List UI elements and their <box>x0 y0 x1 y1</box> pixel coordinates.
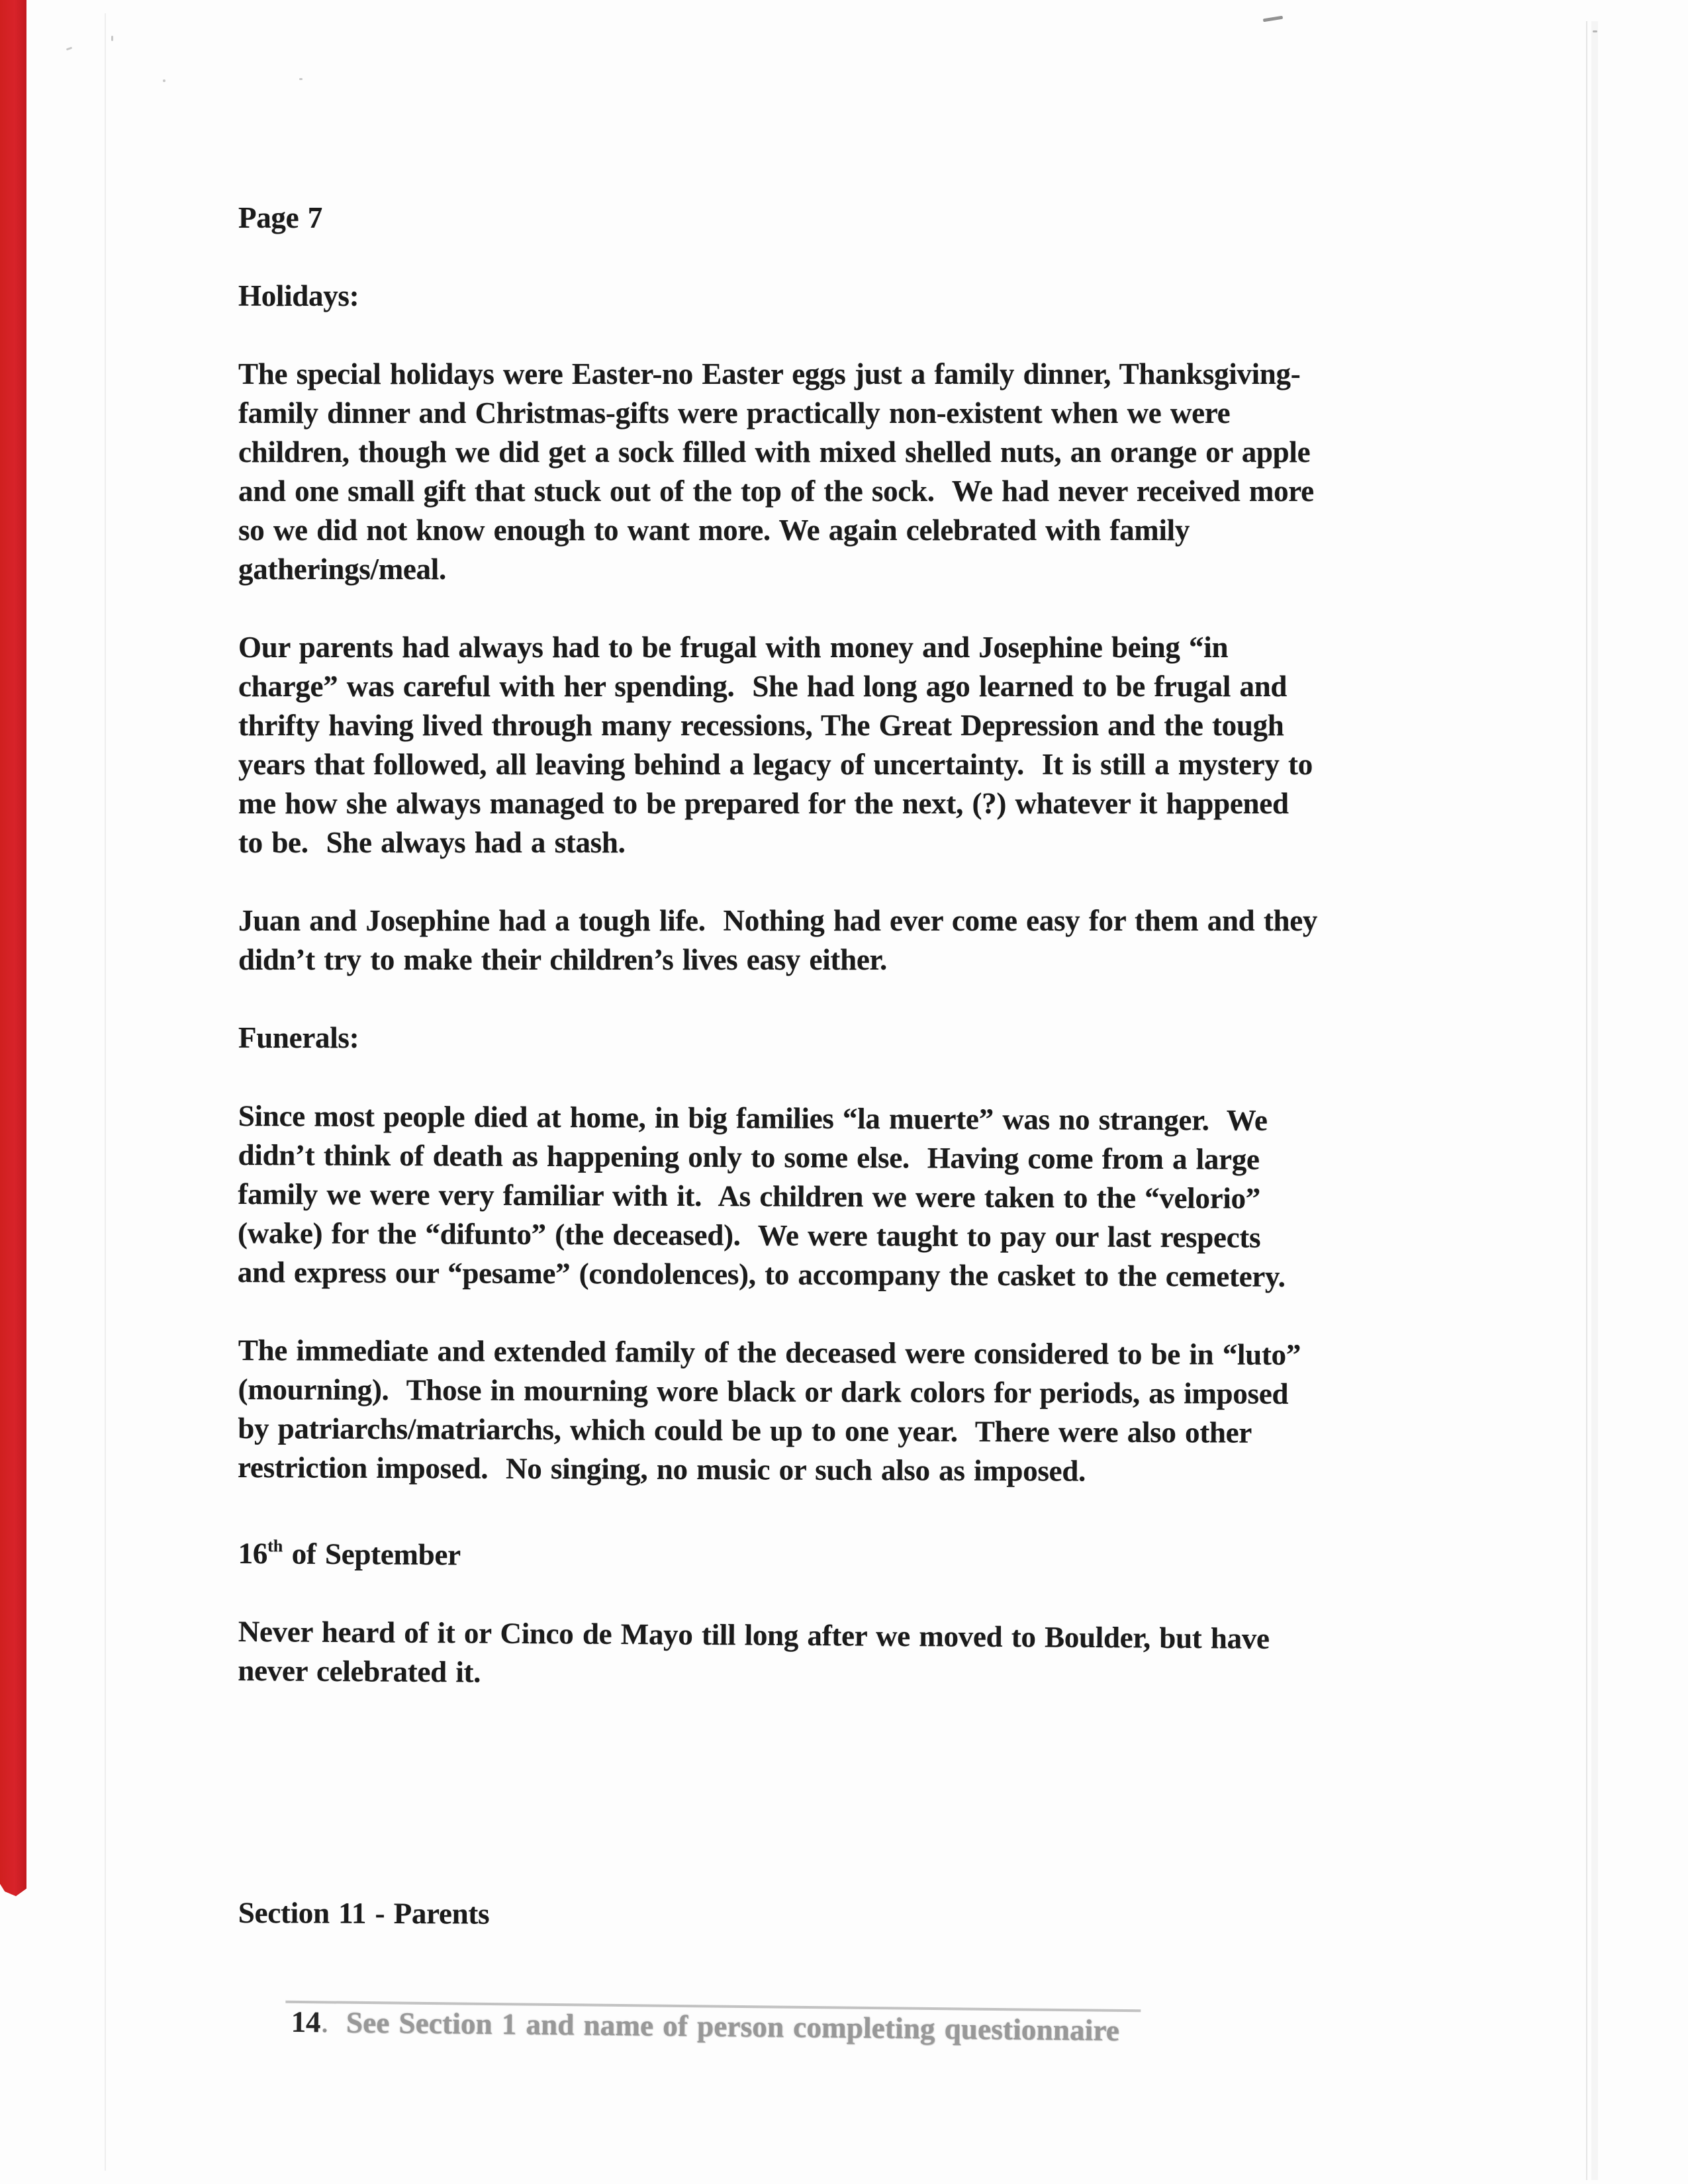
paragraph-frugal <box>238 628 1536 862</box>
document-text-column <box>238 199 1536 2160</box>
item-14-number: 14 <box>291 2005 321 2039</box>
red-scan-stripe <box>0 0 26 1898</box>
heading-holidays: Holidays: <box>238 279 359 312</box>
text-line: didn’t try to make their children’s lives easy either. <box>238 943 887 976</box>
text-line: so we did not know enough to want more. We again celebrated with family <box>238 514 1190 547</box>
text-line: restriction imposed. No singing, no music or such also as imposed. <box>237 1450 1086 1488</box>
paragraph-funerals <box>238 1097 1536 1298</box>
paragraph-luto <box>238 1331 1536 1493</box>
text-line: me how she always managed to be prepared for the next, (?) whatever it happened <box>238 787 1289 820</box>
text-line: Never heard of it or Cinco de Mayo till long after we moved to Boulder, but have <box>238 1615 1270 1655</box>
scan-speck <box>111 36 113 41</box>
page-edge-line-left <box>105 13 106 2171</box>
text-line: family we were very familiar with it. As children we were taken to the “velorio” <box>238 1177 1261 1215</box>
paragraph-tough-life <box>238 901 1536 979</box>
scan-speck <box>66 47 72 51</box>
text-line: years that followed, all leaving behind a legacy of uncertainty. It is still a mystery to <box>238 748 1313 781</box>
text-line: and express our “pesame” (condolences), to accompany the casket to the cemetery. <box>237 1255 1286 1293</box>
text-line: by patriarchs/matriarchs, which could be up to one year. There were also other <box>238 1411 1252 1449</box>
scan-speck <box>1593 30 1597 32</box>
item-14-faded-line <box>236 1963 1535 2135</box>
scan-speck <box>163 79 165 82</box>
text-line: and one small gift that stuck out of the top of the sock. We had never received more <box>238 475 1314 508</box>
page-number-label: Page 7 <box>238 201 322 234</box>
paragraph-holidays <box>238 355 1536 589</box>
text-line: Juan and Josephine had a tough life. Nothing had ever come easy for them and they <box>238 904 1318 937</box>
item-14-period: . <box>321 2011 328 2038</box>
heading-section-11-parents: Section 11 - Parents <box>238 1896 490 1931</box>
text-line: (mourning). Those in mourning wore black or dark colors for periods, as imposed <box>238 1372 1289 1410</box>
scan-speck <box>299 78 303 80</box>
text-line: Our parents had always had to be frugal with money and Josephine being “in <box>238 631 1229 664</box>
paragraph-16th-of-september <box>238 1612 1536 1700</box>
text-line: children, though we did get a sock filled with mixed shelled nuts, an orange or apple <box>238 435 1311 469</box>
text-line: (wake) for the “difunto” (the deceased). We were taught to pay our last respects <box>237 1216 1261 1254</box>
heading-16th-superscript: th <box>267 1536 283 1556</box>
page-edge-line-right <box>1586 21 1587 2180</box>
text-line: gatherings/meal. <box>238 553 446 586</box>
heading-16th-of-september <box>238 1526 1536 1582</box>
heading-16th-rest: of September <box>283 1537 461 1572</box>
text-line: to be. She always had a stash. <box>238 826 626 859</box>
text-line: didn’t think of death as happening only to some else. Having come from a large <box>238 1138 1260 1176</box>
page-edge-shadow-right <box>1591 21 1598 2180</box>
heading-funerals: Funerals: <box>238 1021 359 1054</box>
item-14-faded-text: See Section 1 and name of person completing questionnaire <box>346 2005 1120 2047</box>
heading-16th-number: 16 <box>238 1536 268 1570</box>
text-line: family dinner and Christmas-gifts were practically non-existent when we were <box>238 396 1231 430</box>
text-line: charge” was careful with her spending. She had long ago learned to be frugal and <box>238 670 1288 703</box>
text-line: The immediate and extended family of the deceased were considered to be in “luto” <box>238 1334 1301 1372</box>
text-line: The special holidays were Easter-no Easter eggs just a family dinner, Thanksgiving- <box>238 357 1301 390</box>
text-line: Since most people died at home, in big families “la muerte” was no stranger. We <box>238 1099 1268 1137</box>
scan-speck <box>1263 16 1283 23</box>
text-line: thrifty having lived through many recessions, The Great Depression and the tough <box>238 709 1284 742</box>
text-line: never celebrated it. <box>238 1653 481 1689</box>
